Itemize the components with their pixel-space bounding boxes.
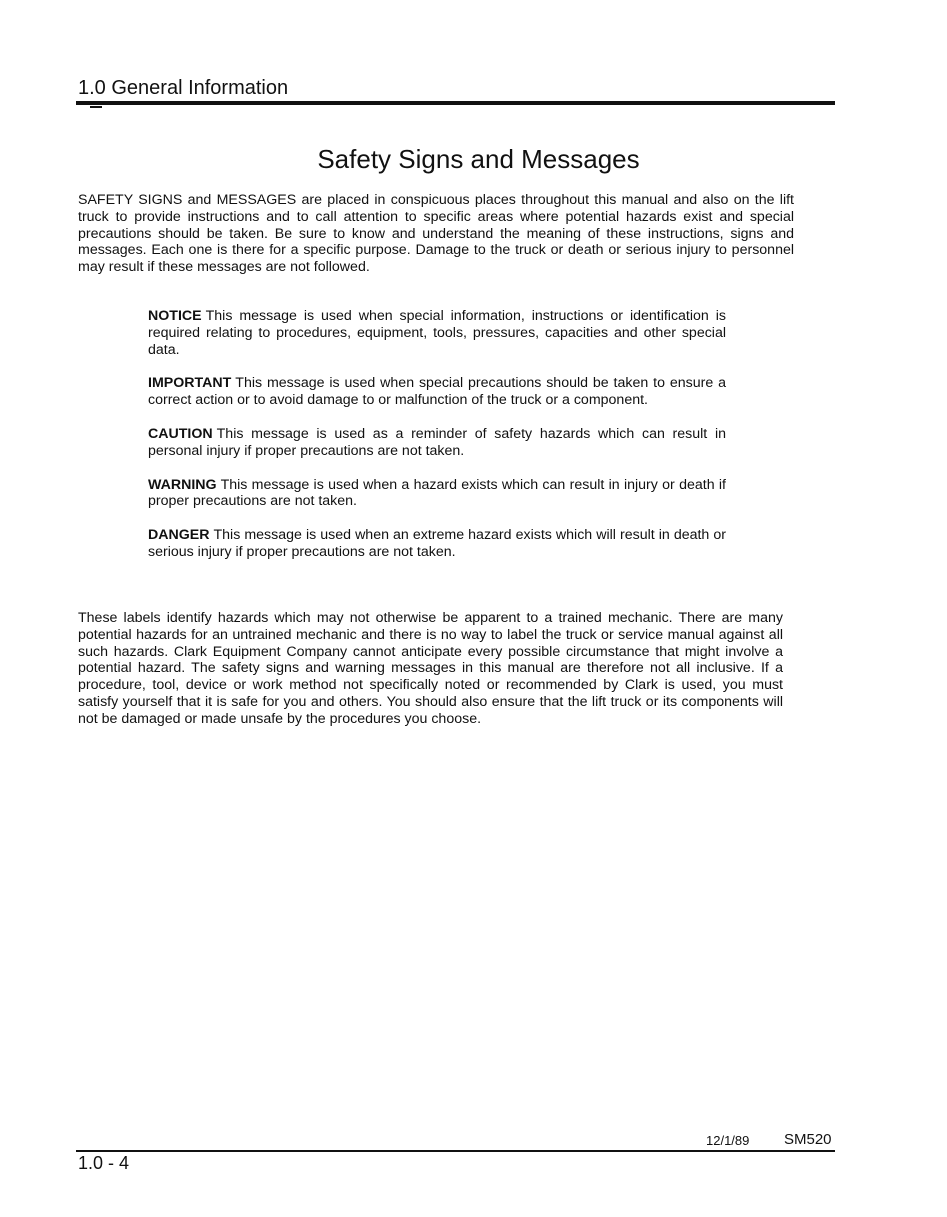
message-term: NOTICE (148, 308, 202, 324)
message-notice (148, 308, 726, 358)
message-term: WARNING (148, 476, 217, 493)
footer-rule (76, 1150, 835, 1152)
page-number: 1.0 - 4 (78, 1153, 130, 1173)
message-text: This message is used as a reminder of safety hazards which can result in personal injury if proper precautions are not taken. (148, 425, 726, 459)
message-important (148, 375, 726, 409)
message-text: This message is used when special precautions should be taken to ensure a correct action or to avoid damage to or malfunction of the truck or a component. (148, 375, 726, 409)
message-term: DANGER (148, 527, 210, 544)
message-warning (148, 477, 726, 511)
header-rule (76, 101, 835, 105)
footer-document-code: SM520 (784, 1131, 832, 1148)
message-text: This message is used when special information, instructions or identification is required relating to procedures, equipment, tools, pressures, capacities and other special data. (148, 308, 726, 358)
page-title: Safety Signs and Messages (317, 144, 640, 174)
section-header: 1.0 General Information (78, 77, 289, 99)
message-definitions (148, 308, 726, 578)
intro-paragraph: SAFETY SIGNS and MESSAGES are placed in conspicuous places throughout this manual and also on the lift truck to provide instructions and to call attention to specific areas where potential hazards exist and special precautions should be taken. Be sure to know and understand the meaning of these instructions, signs and messages. Each one is there for a specific purpose. Damage to the truck or death or serious injury to personnel may result if these messages are not followed. (78, 192, 794, 276)
message-text: This message is used when an extreme hazard exists which will result in death or serious injury if proper precautions are not taken. (148, 527, 726, 560)
message-term: IMPORTANT (148, 375, 232, 392)
message-text: This message is used when a hazard exists which can result in injury or death if proper precautions are not taken. (148, 476, 726, 510)
closing-paragraph: These labels identify hazards which may not otherwise be apparent to a trained mechanic. There are many potential hazards for an untrained mechanic and there is no way to label the truck or service manual against all such hazards. Clark Equipment Company cannot anticipate every possible circumstance that might involve a potential hazard. The safety signs and warning messages in this manual are therefore not all inclusive. If a procedure, tool, device or work method not specifically noted or recommended by Clark is used, you must satisfy yourself that it is safe for you and others. You should also ensure that the lift truck or its components will not be damaged or made unsafe by the procedures you choose. (78, 610, 783, 727)
message-danger (148, 527, 726, 561)
footer-date: 12/1/89 (706, 1133, 750, 1148)
header-rule-stub (90, 106, 102, 108)
message-caution (148, 426, 726, 460)
message-term: CAUTION (148, 425, 213, 442)
